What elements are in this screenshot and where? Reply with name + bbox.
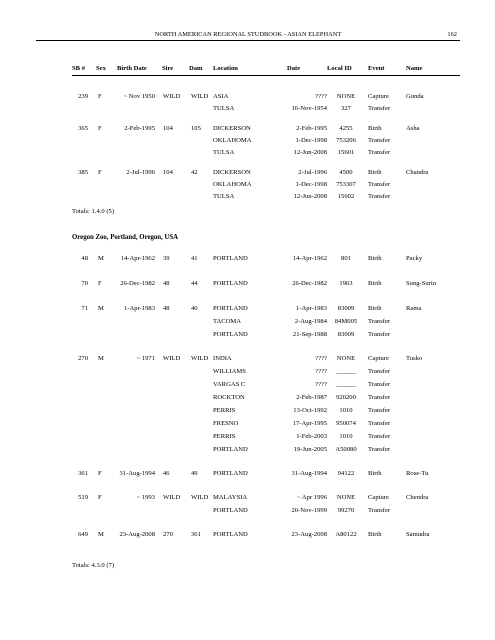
table-row — [72, 418, 460, 429]
cell-name: Rama — [406, 305, 422, 312]
table-row — [72, 103, 460, 114]
table-row — [72, 316, 460, 327]
table-row — [72, 167, 460, 178]
cell-event: Capture — [368, 355, 389, 362]
cell-sire: 39 — [163, 255, 170, 262]
section-1-totals: Totals: 1.4.0 (5) — [72, 208, 115, 215]
cell-sex: F — [98, 93, 102, 100]
cell-lid: NONE — [336, 355, 356, 362]
cell-dam: WILD — [191, 93, 209, 100]
header-title: NORTH AMERICAN REGIONAL STUDBOOK - ASIAN ELEPHANT — [154, 31, 342, 38]
cell-sire: WILD — [163, 93, 181, 100]
cell-lid: 83009 — [337, 331, 355, 338]
table-row — [72, 253, 460, 264]
col-dam: Dam — [189, 65, 203, 72]
cell-loc: FRESNO — [213, 420, 239, 427]
cell-dam: 49 — [191, 470, 198, 477]
cell-sire: 104 — [163, 125, 173, 132]
cell-loc: PORTLAND — [213, 470, 248, 477]
cell-date: 16-Nov-1954 — [291, 105, 327, 112]
cell-loc: TACOMA — [213, 318, 242, 325]
cell-name: Chendra — [406, 494, 429, 501]
table-row — [72, 303, 460, 314]
cell-lid: ______ — [336, 368, 356, 375]
table-row — [72, 147, 460, 158]
cell-date: ~ Apr 1996 — [297, 494, 327, 501]
cell-birth: 2-Jul-1996 — [126, 169, 155, 176]
cell-event: Birth — [368, 169, 382, 176]
table-row — [72, 444, 460, 455]
cell-date: ???? — [315, 93, 327, 100]
cell-sex: M — [98, 305, 104, 312]
cell-lid: NONE — [336, 494, 356, 501]
cell-event: Capture — [368, 494, 389, 501]
cell-loc: TULSA — [213, 149, 235, 156]
cell-date: 2-Jul-1996 — [298, 169, 327, 176]
cell-dam: WILD — [191, 494, 209, 501]
cell-lid: 83009 — [337, 305, 355, 312]
cell-name: Packy — [406, 255, 423, 262]
cell-sex: F — [98, 280, 102, 287]
cell-sb: 70 — [81, 280, 88, 287]
cell-event: Transfer — [368, 137, 391, 144]
cell-sire: WILD — [163, 494, 181, 501]
table-row — [72, 468, 460, 479]
table-row — [72, 379, 460, 390]
cell-date: 13-Oct-1992 — [293, 407, 327, 414]
cell-date: ???? — [315, 355, 327, 362]
table-row — [72, 278, 460, 289]
cell-loc: PORTLAND — [213, 331, 248, 338]
cell-sex: F — [98, 169, 102, 176]
cell-sb: 519 — [78, 494, 88, 501]
cell-event: Capture — [368, 93, 389, 100]
cell-sex: F — [98, 125, 102, 132]
col-birth-date: Birth Date — [117, 65, 147, 72]
cell-lid: 327 — [341, 105, 351, 112]
cell-birth: 23-Aug-2008 — [119, 531, 155, 538]
section-title: Oregon Zoo, Portland, Oregon, USA — [72, 234, 179, 241]
cell-sex: M — [98, 255, 104, 262]
col-sb: SB # — [72, 65, 86, 72]
cell-loc: ASIA — [213, 93, 229, 100]
page-number: 162 — [447, 31, 457, 38]
cell-lid: 99270 — [337, 507, 355, 514]
cell-date: 26-Dec-1982 — [292, 280, 327, 287]
table-row — [72, 191, 460, 202]
cell-birth: ~ 1971 — [136, 355, 155, 362]
cell-lid: 84M005 — [334, 318, 358, 325]
cell-sex: F — [98, 494, 102, 501]
cell-loc: TULSA — [213, 193, 235, 200]
cell-date: 12-Jun-2008 — [293, 149, 327, 156]
cell-name: Samudra — [406, 531, 430, 538]
cell-loc: WILLIAMS — [213, 368, 246, 375]
table-row — [72, 179, 460, 190]
cell-date: 12-Jun-2008 — [293, 193, 327, 200]
cell-sire: 48 — [163, 280, 170, 287]
cell-sb: 270 — [78, 355, 88, 362]
cell-dam: 41 — [191, 255, 198, 262]
cell-sire: 104 — [163, 169, 173, 176]
cell-sb: 365 — [78, 125, 88, 132]
table-row — [72, 405, 460, 416]
cell-date: 17-Apr-1995 — [292, 420, 327, 427]
cell-event: Transfer — [368, 331, 391, 338]
cell-sb: 48 — [81, 255, 88, 262]
cell-event: Transfer — [368, 446, 391, 453]
cell-event: Birth — [368, 305, 382, 312]
table-row — [72, 492, 460, 503]
col-location: Location — [213, 65, 238, 72]
cell-event: Birth — [368, 531, 382, 538]
cell-loc: DICKERSON — [213, 169, 251, 176]
cell-event: Birth — [368, 470, 382, 477]
cell-sex: M — [98, 531, 104, 538]
cell-loc: PORTLAND — [213, 255, 248, 262]
cell-event: Transfer — [368, 433, 391, 440]
col-local-id: Local ID — [327, 65, 352, 72]
cell-sex: F — [98, 470, 102, 477]
section-2-totals: Totals: 4.3.0 (7) — [72, 562, 115, 569]
cell-sire: 46 — [163, 470, 170, 477]
cell-lid: A80122 — [335, 531, 357, 538]
cell-loc: PORTLAND — [213, 507, 248, 514]
cell-loc: PORTLAND — [213, 280, 248, 287]
cell-event: Transfer — [368, 105, 391, 112]
cell-name: Tusko — [406, 355, 423, 362]
table-row — [72, 529, 460, 540]
cell-date: 20-Nov-1999 — [291, 507, 327, 514]
cell-loc: OKLAHOMA — [213, 181, 252, 188]
cell-dam: 44 — [191, 280, 198, 287]
table-row — [72, 366, 460, 377]
table-row — [72, 353, 460, 364]
cell-loc: MALAYSIA — [213, 494, 248, 501]
table-row — [72, 123, 460, 134]
cell-sb: 385 — [78, 169, 88, 176]
cell-date: 19-Jun-2005 — [293, 446, 327, 453]
cell-lid: 950074 — [336, 420, 356, 427]
cell-sb: 239 — [78, 93, 88, 100]
cell-lid: 1963 — [339, 280, 353, 287]
table-row — [72, 91, 460, 102]
table-row — [72, 329, 460, 340]
cell-sire: 48 — [163, 305, 170, 312]
cell-loc: INDIA — [213, 355, 232, 362]
cell-name: Asha — [406, 125, 420, 132]
cell-lid: 15602 — [337, 193, 355, 200]
cell-loc: ROCKTON — [213, 394, 245, 401]
cell-lid: ______ — [336, 381, 356, 388]
col-sex: Sex — [96, 65, 106, 72]
cell-date: 21-Sep-1988 — [292, 331, 327, 338]
cell-loc: VARGAS C — [213, 381, 246, 388]
cell-event: Transfer — [368, 381, 391, 388]
cell-name: Gunda — [406, 93, 424, 100]
cell-lid: 1010 — [339, 407, 353, 414]
cell-event: Transfer — [368, 368, 391, 375]
cell-event: Transfer — [368, 394, 391, 401]
cell-dam: 42 — [191, 169, 198, 176]
cell-event: Transfer — [368, 507, 391, 514]
cell-date: 1-Dec-1998 — [295, 181, 327, 188]
cell-date: 31-Aug-1994 — [291, 470, 327, 477]
col-event: Event — [368, 65, 385, 72]
col-sire: Sire — [162, 65, 174, 72]
cell-event: Transfer — [368, 420, 391, 427]
cell-sb: 361 — [78, 470, 88, 477]
page-header — [36, 30, 460, 41]
cell-date: 14-Apr-1962 — [292, 255, 327, 262]
cell-birth: 1-Apr-1983 — [124, 305, 155, 312]
cell-loc: OKLAHOMA — [213, 137, 252, 144]
cell-event: Birth — [368, 125, 382, 132]
cell-birth: 31-Aug-1994 — [119, 470, 155, 477]
table-row — [72, 505, 460, 516]
cell-event: Transfer — [368, 149, 391, 156]
cell-lid: 4500 — [339, 169, 353, 176]
cell-dam: 105 — [191, 125, 201, 132]
cell-loc: DICKERSON — [213, 125, 251, 132]
cell-sire: 270 — [163, 531, 173, 538]
cell-event: Transfer — [368, 193, 391, 200]
cell-date: ???? — [315, 368, 327, 375]
cell-date: 2-Feb-1995 — [296, 125, 327, 132]
cell-loc: PORTLAND — [213, 531, 248, 538]
cell-dam: 361 — [191, 531, 201, 538]
cell-birth: 2-Feb-1995 — [124, 125, 155, 132]
cell-sb: 71 — [81, 305, 88, 312]
col-name: Name — [406, 65, 423, 72]
cell-lid: 920200 — [336, 394, 356, 401]
cell-birth: ~ 1993 — [136, 494, 155, 501]
cell-lid: NONE — [336, 93, 356, 100]
cell-date: 1-Feb-2003 — [296, 433, 327, 440]
cell-event: Transfer — [368, 181, 391, 188]
cell-date: 2-Aug-1984 — [294, 318, 327, 325]
cell-lid: 94122 — [337, 470, 355, 477]
cell-lid: 15601 — [337, 149, 355, 156]
table-row — [72, 431, 460, 442]
cell-lid: 4255 — [339, 125, 353, 132]
cell-lid: 1010 — [339, 433, 353, 440]
cell-birth: 14-Apr-1962 — [120, 255, 155, 262]
cell-birth: ~ Nov 1950 — [123, 93, 155, 100]
cell-lid: 801 — [341, 255, 351, 262]
cell-event: Transfer — [368, 318, 391, 325]
cell-birth: 26-Dec-1982 — [120, 280, 155, 287]
cell-loc: PORTLAND — [213, 446, 248, 453]
cell-lid: A50080 — [335, 446, 357, 453]
cell-loc: PERRIS — [213, 407, 236, 414]
table-row — [72, 135, 460, 146]
cell-event: Birth — [368, 255, 382, 262]
cell-name: Sung-Surin — [406, 280, 437, 287]
cell-date: 23-Aug-2008 — [291, 531, 327, 538]
cell-loc: TULSA — [213, 105, 235, 112]
column-header-row — [72, 64, 460, 76]
cell-lid: 753206 — [336, 137, 356, 144]
cell-dam: WILD — [191, 355, 209, 362]
cell-event: Transfer — [368, 407, 391, 414]
cell-date: 2-Feb-1987 — [296, 394, 327, 401]
cell-loc: PERRIS — [213, 433, 236, 440]
cell-sb: 649 — [78, 531, 88, 538]
cell-name: Rose-Tu — [406, 470, 429, 477]
cell-name: Chandra — [406, 169, 429, 176]
col-date: Date — [287, 65, 301, 72]
cell-dam: 40 — [191, 305, 198, 312]
cell-sire: WILD — [163, 355, 181, 362]
cell-sex: M — [98, 355, 104, 362]
cell-date: ???? — [315, 381, 327, 388]
cell-lid: 753307 — [336, 181, 356, 188]
table-row — [72, 392, 460, 403]
cell-date: 1-Dec-1998 — [295, 137, 327, 144]
cell-event: Birth — [368, 280, 382, 287]
cell-date: 1-Apr-1983 — [296, 305, 327, 312]
cell-loc: PORTLAND — [213, 305, 248, 312]
